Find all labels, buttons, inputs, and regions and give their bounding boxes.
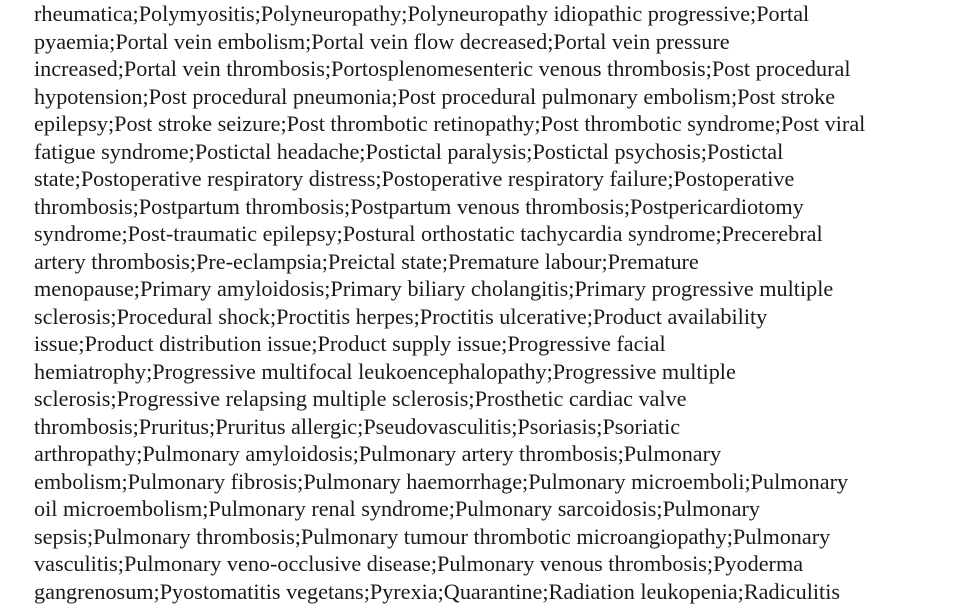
text-line-22: gangrenosum;Pyostomatitis vegetans;Pyrexia;Quarantine;Radiation leukopenia;Radiculitis <box>34 578 840 604</box>
text-line-2: pyaemia;Portal vein embolism;Portal vein flow decreased;Portal vein pressure <box>34 28 730 54</box>
text-line-5: epilepsy;Post stroke seizure;Post thrombotic retinopathy;Post thrombotic syndrome;Post viral <box>34 111 866 136</box>
text-line-9: syndrome;Post-traumatic epilepsy;Postural orthostatic tachycardia syndrome;Precerebral <box>34 221 823 246</box>
text-line-20: sepsis;Pulmonary thrombosis;Pulmonary tumour thrombotic microangiopathy;Pulmonary <box>34 523 831 549</box>
text-line-14: hemiatrophy;Progressive multifocal leukoencephalopathy;Progressive multiple <box>34 358 736 384</box>
text-line-12: sclerosis;Procedural shock;Proctitis herpes;Proctitis ulcerative;Product availability <box>34 303 768 329</box>
text-line-3: increased;Portal vein thrombosis;Portosplenomesenteric venous thrombosis;Post procedural <box>34 56 851 81</box>
text-line-13: issue;Product distribution issue;Product supply issue;Progressive facial <box>34 331 666 356</box>
document-text-block <box>34 0 949 605</box>
text-line-1: rheumatica;Polymyositis;Polyneuropathy;Polyneuropathy idiopathic progressive;Portal <box>34 1 810 26</box>
text-line-4: hypotension;Post procedural pneumonia;Post procedural pulmonary embolism;Post stroke <box>34 83 836 109</box>
text-line-18: embolism;Pulmonary fibrosis;Pulmonary haemorrhage;Pulmonary microemboli;Pulmonary <box>34 468 849 494</box>
text-line-21: vasculitis;Pulmonary veno-occlusive disease;Pulmonary venous thrombosis;Pyoderma <box>34 551 804 576</box>
text-line-11: menopause;Primary amyloidosis;Primary biliary cholangitis;Primary progressive multiple <box>34 276 834 301</box>
text-line-16: thrombosis;Pruritus;Pruritus allergic;Pseudovasculitis;Psoriasis;Psoriatic <box>34 413 681 439</box>
text-line-8: thrombosis;Postpartum thrombosis;Postpartum venous thrombosis;Postpericardiotomy <box>34 193 804 219</box>
text-line-19: oil microembolism;Pulmonary renal syndrome;Pulmonary sarcoidosis;Pulmonary <box>34 496 760 521</box>
text-line-6: fatigue syndrome;Postictal headache;Postictal paralysis;Postictal psychosis;Postictal <box>34 138 784 164</box>
text-line-10: artery thrombosis;Pre-eclampsia;Preictal state;Premature labour;Premature <box>34 248 699 274</box>
text-line-15: sclerosis;Progressive relapsing multiple sclerosis;Prosthetic cardiac valve <box>34 386 687 411</box>
text-line-17: arthropathy;Pulmonary amyloidosis;Pulmonary artery thrombosis;Pulmonary <box>34 441 722 466</box>
text-line-7: state;Postoperative respiratory distress;Postoperative respiratory failure;Postoperative <box>34 166 795 191</box>
